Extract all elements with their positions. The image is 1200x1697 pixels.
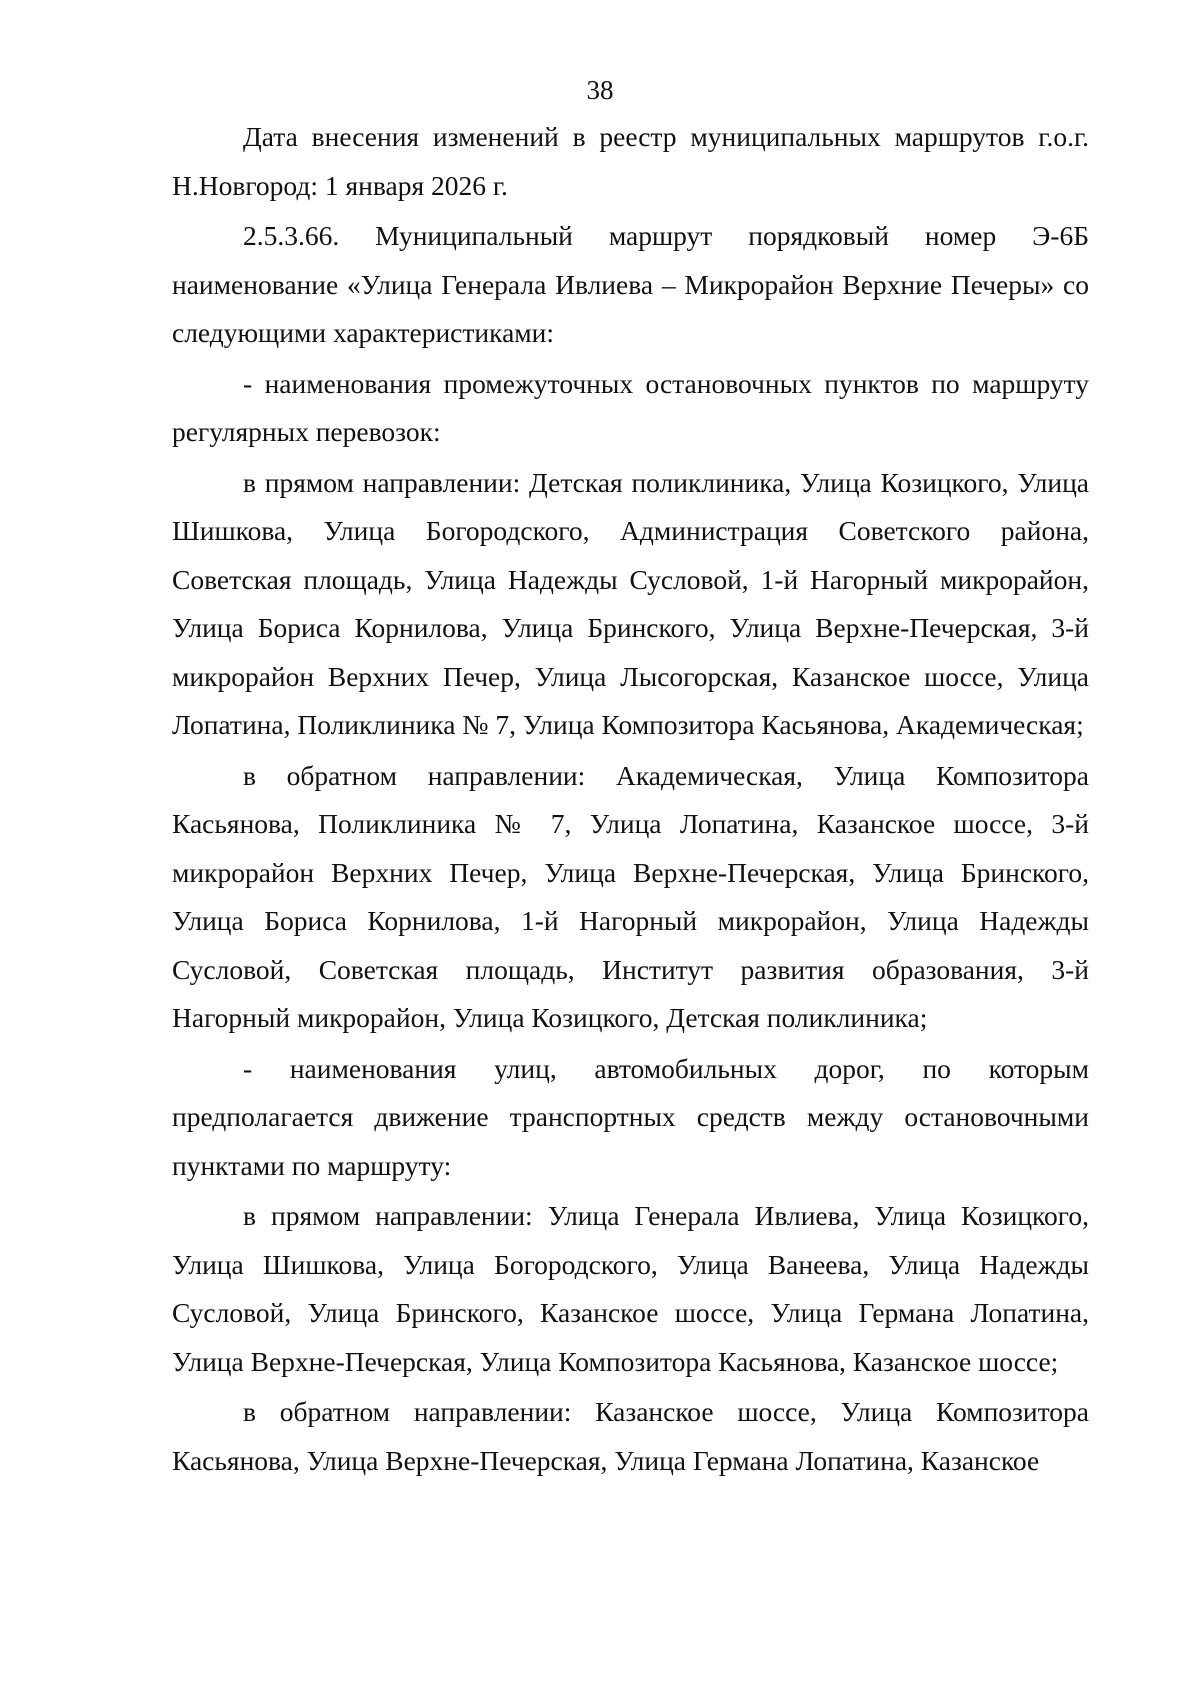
paragraph-route-title: 2.5.3.66. Муниципальный маршрут порядковый номер Э-6Б наименование «Улица Генерала Ивлиева – Микрорайон Верхние Печеры» со следующими характеристиками: bbox=[172, 220, 1089, 348]
paragraph-streets-forward: в прямом направлении: Улица Генерала Ивлиева, Улица Козицкого, Улица Шишкова, Улица Богородского, Улица Ванеева, Улица Надежды Сусловой, Улица Бринского, Казанское шоссе, Улица Германа Лопатина, Улица Верхне-Печерская, Улица Композитора Касьянова, Казанское шоссе; bbox=[172, 1200, 1089, 1377]
paragraph-streets-heading: - наименования улиц, автомобильных дорог, по которым предполагается движение транспортных средств между остановочными пунктами по маршруту: bbox=[172, 1052, 1089, 1181]
paragraph-stops-forward: в прямом направлении: Детская поликлиника, Улица Козицкого, Улица Шишкова, Улица Богородского, Администрация Советского района, Советская площадь, Улица Надежды Сусловой, 1-й Нагорный микрорайон, Улица Бориса Корнилова, Улица Бринского, Улица Верхне-Печерская, 3-й микрорайон Верхних Печер, Улица Лысогорская, Казанское шоссе, Улица Лопатина, Поликлиника № 7, Улица Композитора Касьянова, Академическая; bbox=[172, 466, 1089, 740]
page-number: 38 bbox=[586, 75, 614, 105]
paragraph-streets-backward: в обратном направлении: Казанское шоссе, Улица Композитора Касьянова, Улица Верхне-Печерская, Улица Германа Лопатина, Казанское bbox=[172, 1396, 1089, 1476]
document-body bbox=[172, 113, 1089, 1485]
paragraph-stops-backward: в обратном направлении: Академическая, Улица Композитора Касьянова, Поликлиника № 7, Улица Лопатина, Казанское шоссе, 3-й микрорайон Верхних Печер, Улица Верхне-Печерская, Улица Бринского, Улица Бориса Корнилова, 1-й Нагорный микрорайон, Улица Надежды Сусловой, Советская площадь, Институт развития образования, 3-й Нагорный микрорайон, Улица Козицкого, Детская поликлиника; bbox=[172, 759, 1089, 1033]
paragraph-stops-heading: - наименования промежуточных остановочных пунктов по маршруту регулярных перевозок: bbox=[172, 367, 1089, 447]
paragraph-registry-date: Дата внесения изменений в реестр муниципальных маршрутов г.о.г. Н.Новгород: 1 января 2026 г. bbox=[172, 121, 1089, 201]
